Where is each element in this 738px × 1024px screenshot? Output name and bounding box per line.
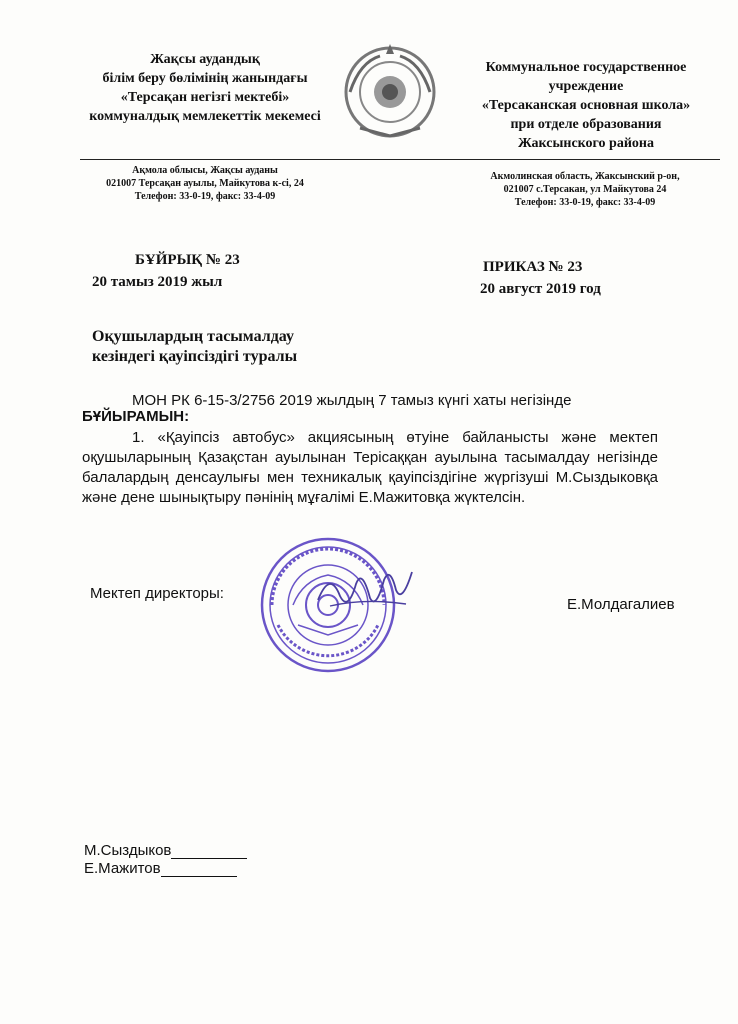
header-left-line: коммуналдық мемлекеттік мекемесі [89,109,321,124]
subject-line: кезіндегі қауіпсіздігі туралы [92,348,298,365]
signatory-name: Е.Молдагалиев [567,596,675,613]
header-right-line: учреждение [548,79,624,94]
acknowledgement-name: М.Сыздыков [84,842,172,859]
header-right-line: Жаксынского района [518,136,654,151]
address-left-line: 021007 Терсақан ауылы, Майкутова к-сі, 24 [106,178,304,189]
order-date-kazakh: 20 тамыз 2019 жыл [92,274,223,290]
header-right-line: при отделе образования [510,117,662,132]
address-left-line: Ақмола облысы, Жақсы ауданы [132,165,278,176]
address-right-line: Телефон: 33-0-19, факс: 33-4-09 [514,197,656,208]
header-left-line: Жақсы аудандық [150,52,260,67]
order-title-kazakh: БҰЙРЫҚ № 23 [135,252,240,268]
header-divider [80,159,720,160]
order-subject [92,327,297,367]
order-title-russian: ПРИКАЗ № 23 [483,259,583,275]
header-left-line: «Терсақан негізгі мектебі» [120,90,290,105]
order-date-russian: 20 август 2019 год [480,281,601,297]
header-right-line: Коммунальное государственное [485,60,687,75]
header-left-kazakh [60,50,350,126]
signature-blank [161,862,237,877]
header-right-russian [468,58,704,153]
handwritten-signature-icon [310,560,420,620]
address-right-line: Акмолинская область, Жаксынский р-он, [490,171,680,182]
order-basis: МОН РК 6-15-3/2756 2019 жылдың 7 тамыз күнгі хаты негізінде [132,392,572,409]
acknowledgement-line [84,860,237,877]
address-left-line: Телефон: 33-0-19, факс: 33-4-09 [134,191,276,202]
header-right-line: «Терсаканская основная школа» [481,98,691,113]
signature-label: Мектеп директоры: [90,585,224,602]
subject-line: Оқушылардың тасымалдау [92,328,294,345]
address-right-line: 021007 с.Терсакан, ул Майкутова 24 [503,184,667,195]
order-keyword: БҰЙЫРАМЫН: [82,408,190,425]
acknowledgement-name: Е.Мажитов [84,860,161,877]
address-left [85,164,325,203]
order-body-paragraph: 1. «Қауіпсіз автобус» акциясының өтуіне байланысты және мектеп оқушыларының Қазақстан ауылынан Терісаққан ауылына тасымалдау негізінде балалардың денсаулығы мен техникалық қауіпсіздігіне жүргізуші М.Сыздыковқа және дене шынықтыру пәнінің мұғалімі Е.Мажитовқа жүктелсін. [82,429,658,506]
signature-blank [171,844,247,859]
acknowledgement-line [84,842,247,859]
address-right [480,170,690,209]
header-left-line: білім беру бөлімінің жанындағы [102,71,308,86]
state-emblem-icon [340,42,440,142]
